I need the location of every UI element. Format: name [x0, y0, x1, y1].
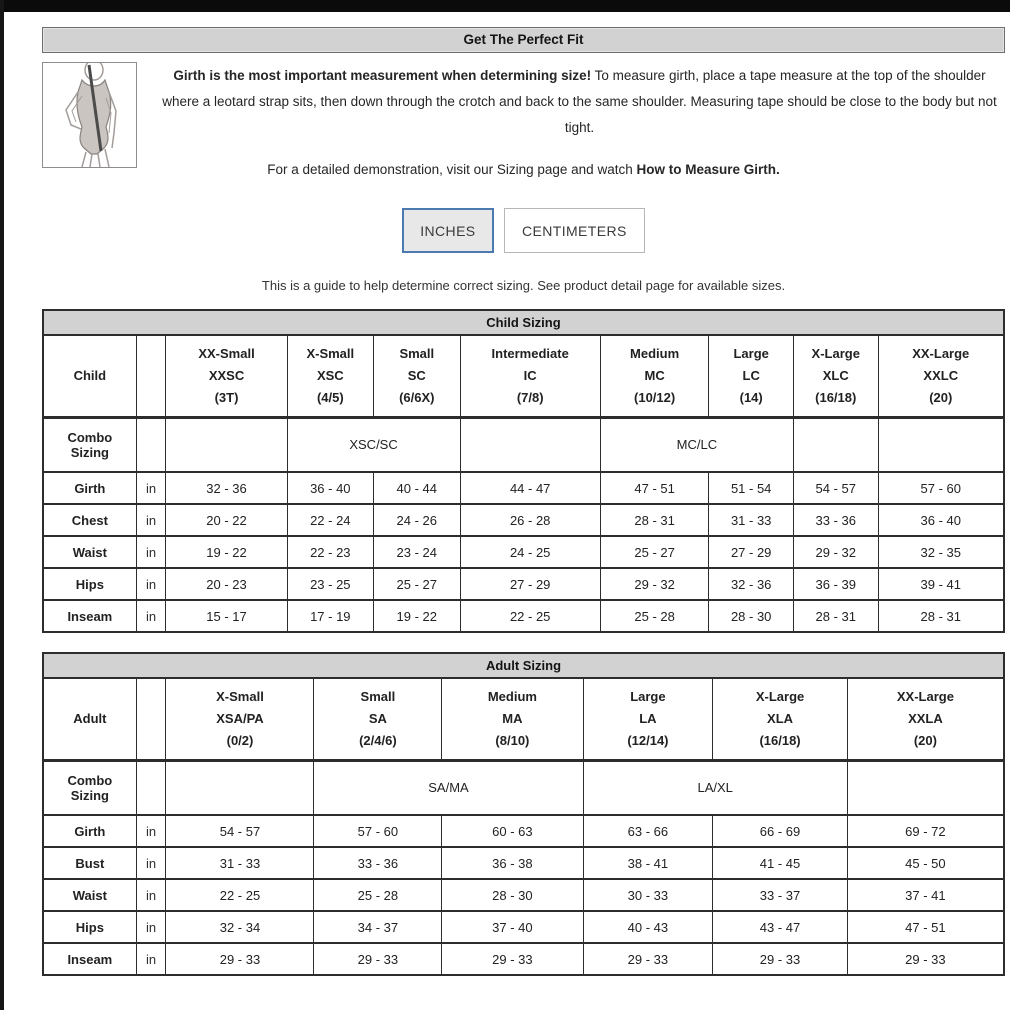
measurement-value: 31 - 33: [709, 504, 794, 536]
measurement-value: 32 - 34: [166, 911, 314, 943]
size-size: (3T): [214, 389, 239, 405]
measurement-value: 25 - 28: [314, 879, 442, 911]
measurement-value: 30 - 33: [583, 879, 713, 911]
combo-cell: LA/XL: [583, 760, 847, 815]
group-label: Adult: [43, 678, 136, 760]
demo-note-bold: How to Measure Girth.: [636, 162, 780, 177]
table-row: [43, 911, 1004, 943]
unit-cell: in: [136, 943, 166, 975]
measurement-value: 54 - 57: [793, 472, 878, 504]
measurement-value: 45 - 50: [847, 847, 1004, 879]
size-name: X-Small: [216, 688, 264, 704]
combo-cell: MC/LC: [600, 417, 793, 472]
unit-cell: in: [136, 815, 166, 847]
unit-toggle: [42, 208, 1005, 253]
measurement-value: 36 - 39: [793, 568, 878, 600]
size-code: XXLC: [923, 367, 959, 383]
unit-cell-empty: [136, 760, 166, 815]
measurement-value: 66 - 69: [713, 815, 848, 847]
size-column-header: [793, 335, 878, 417]
measurement-value: 60 - 63: [442, 815, 583, 847]
measurement-value: 17 - 19: [287, 600, 373, 632]
size-column-header: [166, 335, 287, 417]
measurement-value: 34 - 37: [314, 911, 442, 943]
measurement-value: 29 - 33: [713, 943, 848, 975]
measurement-value: 22 - 25: [166, 879, 314, 911]
size-column-header: [374, 335, 460, 417]
measurement-label: Chest: [43, 504, 136, 536]
combo-cell: [847, 760, 1004, 815]
size-name: Large: [733, 345, 769, 361]
unit-cell: in: [136, 879, 166, 911]
size-size: (0/2): [226, 732, 254, 748]
combo-cell: [166, 760, 314, 815]
measurement-value: 26 - 28: [460, 504, 600, 536]
size-name: Small: [360, 688, 396, 704]
unit-cell: in: [136, 472, 166, 504]
measurement-value: 38 - 41: [583, 847, 713, 879]
measurement-value: 29 - 32: [793, 536, 878, 568]
measurement-value: 29 - 33: [166, 943, 314, 975]
size-code: XLA: [767, 710, 794, 726]
size-name: X-Small: [306, 345, 355, 361]
measurement-value: 27 - 29: [709, 536, 794, 568]
table-title: Adult Sizing: [43, 653, 1004, 678]
combo-cell: [793, 417, 878, 472]
measurement-value: 19 - 22: [166, 536, 287, 568]
sizing-guide-note: This is a guide to help determine correct sizing. See product detail page for available sizes.: [261, 278, 786, 293]
unit-cell: in: [136, 536, 166, 568]
size-code: XXSC: [208, 367, 245, 383]
measurement-value: 25 - 27: [600, 536, 709, 568]
measurement-value: 29 - 32: [600, 568, 709, 600]
size-name: XX-Large: [896, 688, 954, 704]
size-code: XLC: [822, 367, 849, 383]
intro-section: [42, 62, 1005, 177]
measurement-value: 23 - 24: [374, 536, 460, 568]
measurement-value: 47 - 51: [847, 911, 1004, 943]
measurement-label: Inseam: [43, 600, 136, 632]
measurement-label: Waist: [43, 536, 136, 568]
combo-cell: [878, 417, 1004, 472]
measurement-value: 57 - 60: [314, 815, 442, 847]
measurement-value: 23 - 25: [287, 568, 373, 600]
table-row: [43, 600, 1004, 632]
table-row: [43, 536, 1004, 568]
measurement-label: Girth: [43, 472, 136, 504]
size-code: MA: [502, 710, 523, 726]
size-code: LA: [639, 710, 657, 726]
size-name: XX-Large: [912, 345, 970, 361]
measurement-value: 41 - 45: [713, 847, 848, 879]
girth-instructions: [154, 62, 1005, 141]
size-name: Large: [630, 688, 666, 704]
measurement-value: 43 - 47: [713, 911, 848, 943]
measurement-value: 40 - 43: [583, 911, 713, 943]
measurement-value: 33 - 36: [314, 847, 442, 879]
size-name: Small: [399, 345, 435, 361]
size-column-header: [166, 678, 314, 760]
demo-note-text: For a detailed demonstration, visit our Sizing page and watch: [267, 162, 637, 177]
table-row: [43, 943, 1004, 975]
measurement-value: 31 - 33: [166, 847, 314, 879]
table-row: [43, 847, 1004, 879]
size-code: SC: [407, 367, 426, 383]
measurement-value: 27 - 29: [460, 568, 600, 600]
measurement-value: 32 - 35: [878, 536, 1004, 568]
unit-header-cell: [136, 678, 166, 760]
size-code: IC: [523, 367, 537, 383]
measurement-value: 44 - 47: [460, 472, 600, 504]
size-column-header: [600, 335, 709, 417]
measurement-value: 37 - 40: [442, 911, 583, 943]
combo-cell: [166, 417, 287, 472]
table-row: [43, 472, 1004, 504]
measurement-label: Girth: [43, 815, 136, 847]
measurement-value: 28 - 31: [793, 600, 878, 632]
size-column-header: [287, 335, 373, 417]
measurement-value: 28 - 31: [600, 504, 709, 536]
size-name: X-Large: [811, 345, 860, 361]
size-column-header: [460, 335, 600, 417]
measurement-value: 63 - 66: [583, 815, 713, 847]
measurement-value: 19 - 22: [374, 600, 460, 632]
size-code: XXLA: [908, 710, 943, 726]
measurement-value: 32 - 36: [709, 568, 794, 600]
sizing-guide-page: [42, 27, 1005, 976]
measurement-value: 22 - 25: [460, 600, 600, 632]
child-sizing-table: [42, 309, 1005, 633]
centimeters-button[interactable]: CENTIMETERS: [504, 208, 645, 253]
unit-cell-empty: [136, 417, 166, 472]
size-size: (10/12): [634, 389, 676, 405]
combo-cell: [460, 417, 600, 472]
measurement-label: Hips: [43, 911, 136, 943]
size-column-header: [314, 678, 442, 760]
measurement-value: 29 - 33: [442, 943, 583, 975]
size-size: (12/14): [627, 732, 669, 748]
size-size: (20): [929, 389, 953, 405]
measurement-value: 39 - 41: [878, 568, 1004, 600]
measurement-value: 24 - 25: [460, 536, 600, 568]
measurement-value: 51 - 54: [709, 472, 794, 504]
combo-sizing-label: Combo Sizing: [43, 417, 136, 472]
size-column-header: [878, 335, 1004, 417]
girth-measurement-illustration: [42, 62, 137, 168]
combo-cell: SA/MA: [314, 760, 583, 815]
size-size: (4/5): [316, 389, 344, 405]
measurement-value: 28 - 30: [442, 879, 583, 911]
measurement-value: 15 - 17: [166, 600, 287, 632]
size-size: (14): [739, 389, 763, 405]
unit-cell: in: [136, 600, 166, 632]
measurement-label: Bust: [43, 847, 136, 879]
measurement-value: 29 - 33: [847, 943, 1004, 975]
size-name: Intermediate: [491, 345, 569, 361]
measurement-value: 33 - 36: [793, 504, 878, 536]
table-row: [43, 568, 1004, 600]
measurement-label: Waist: [43, 879, 136, 911]
table-row: [43, 879, 1004, 911]
size-column-header: [713, 678, 848, 760]
combo-sizing-label: Combo Sizing: [43, 760, 136, 815]
demo-note: [42, 162, 1005, 177]
table-row: [43, 815, 1004, 847]
measurement-value: 36 - 38: [442, 847, 583, 879]
girth-instructions-rest: To measure girth, place a tape measure at the top of the shoulder where a leotard strap sits, then down through the crotch and back to the same shoulder. Measuring tape should be close to the body but not tight.: [162, 68, 997, 135]
unit-cell: in: [136, 911, 166, 943]
size-column-header: [442, 678, 583, 760]
measurement-value: 36 - 40: [287, 472, 373, 504]
measurement-value: 57 - 60: [878, 472, 1004, 504]
leotard-figure-icon: [43, 63, 136, 167]
measurement-value: 22 - 23: [287, 536, 373, 568]
size-size: (2/4/6): [359, 732, 397, 748]
size-size: (7/8): [516, 389, 544, 405]
adult-sizing-table: [42, 652, 1005, 976]
measurement-value: 40 - 44: [374, 472, 460, 504]
table-title: Child Sizing: [43, 310, 1004, 335]
girth-instructions-bold: Girth is the most important measurement when determining size!: [173, 68, 592, 83]
unit-cell: in: [136, 568, 166, 600]
size-size: (20): [913, 732, 937, 748]
size-size: (16/18): [815, 389, 857, 405]
measurement-label: Hips: [43, 568, 136, 600]
measurement-value: 24 - 26: [374, 504, 460, 536]
size-code: MC: [644, 367, 665, 383]
size-column-header: [583, 678, 713, 760]
measurement-value: 33 - 37: [713, 879, 848, 911]
measurement-value: 20 - 23: [166, 568, 287, 600]
size-name: X-Large: [755, 688, 805, 704]
measurement-value: 29 - 33: [583, 943, 713, 975]
unit-cell: in: [136, 504, 166, 536]
size-name: Medium: [630, 345, 680, 361]
measurement-value: 37 - 41: [847, 879, 1004, 911]
size-name: XX-Small: [198, 345, 255, 361]
size-code: XSA/PA: [216, 710, 264, 726]
measurement-value: 22 - 24: [287, 504, 373, 536]
size-code: SA: [368, 710, 387, 726]
combo-cell: XSC/SC: [287, 417, 460, 472]
size-column-header: [709, 335, 794, 417]
inches-button[interactable]: INCHES: [402, 208, 493, 253]
group-label: Child: [43, 335, 136, 417]
window-top-edge-bar: [0, 0, 1010, 12]
measurement-value: 28 - 30: [709, 600, 794, 632]
size-name: Medium: [487, 688, 537, 704]
unit-cell: in: [136, 847, 166, 879]
size-code: XSC: [316, 367, 344, 383]
measurement-value: 47 - 51: [600, 472, 709, 504]
measurement-value: 32 - 36: [166, 472, 287, 504]
measurement-label: Inseam: [43, 943, 136, 975]
measurement-value: 28 - 31: [878, 600, 1004, 632]
measurement-value: 54 - 57: [166, 815, 314, 847]
table-row: [43, 504, 1004, 536]
size-code: LC: [742, 367, 760, 383]
unit-header-cell: [136, 335, 166, 417]
measurement-value: 20 - 22: [166, 504, 287, 536]
size-size: (6/6X): [399, 389, 435, 405]
size-size: (16/18): [759, 732, 801, 748]
measurement-value: 29 - 33: [314, 943, 442, 975]
window-left-edge-bar: [0, 0, 4, 1010]
measurement-value: 25 - 28: [600, 600, 709, 632]
measurement-value: 69 - 72: [847, 815, 1004, 847]
measurement-value: 36 - 40: [878, 504, 1004, 536]
size-size: (8/10): [495, 732, 530, 748]
page-title: Get The Perfect Fit: [42, 27, 1005, 53]
size-column-header: [847, 678, 1004, 760]
measurement-value: 25 - 27: [374, 568, 460, 600]
